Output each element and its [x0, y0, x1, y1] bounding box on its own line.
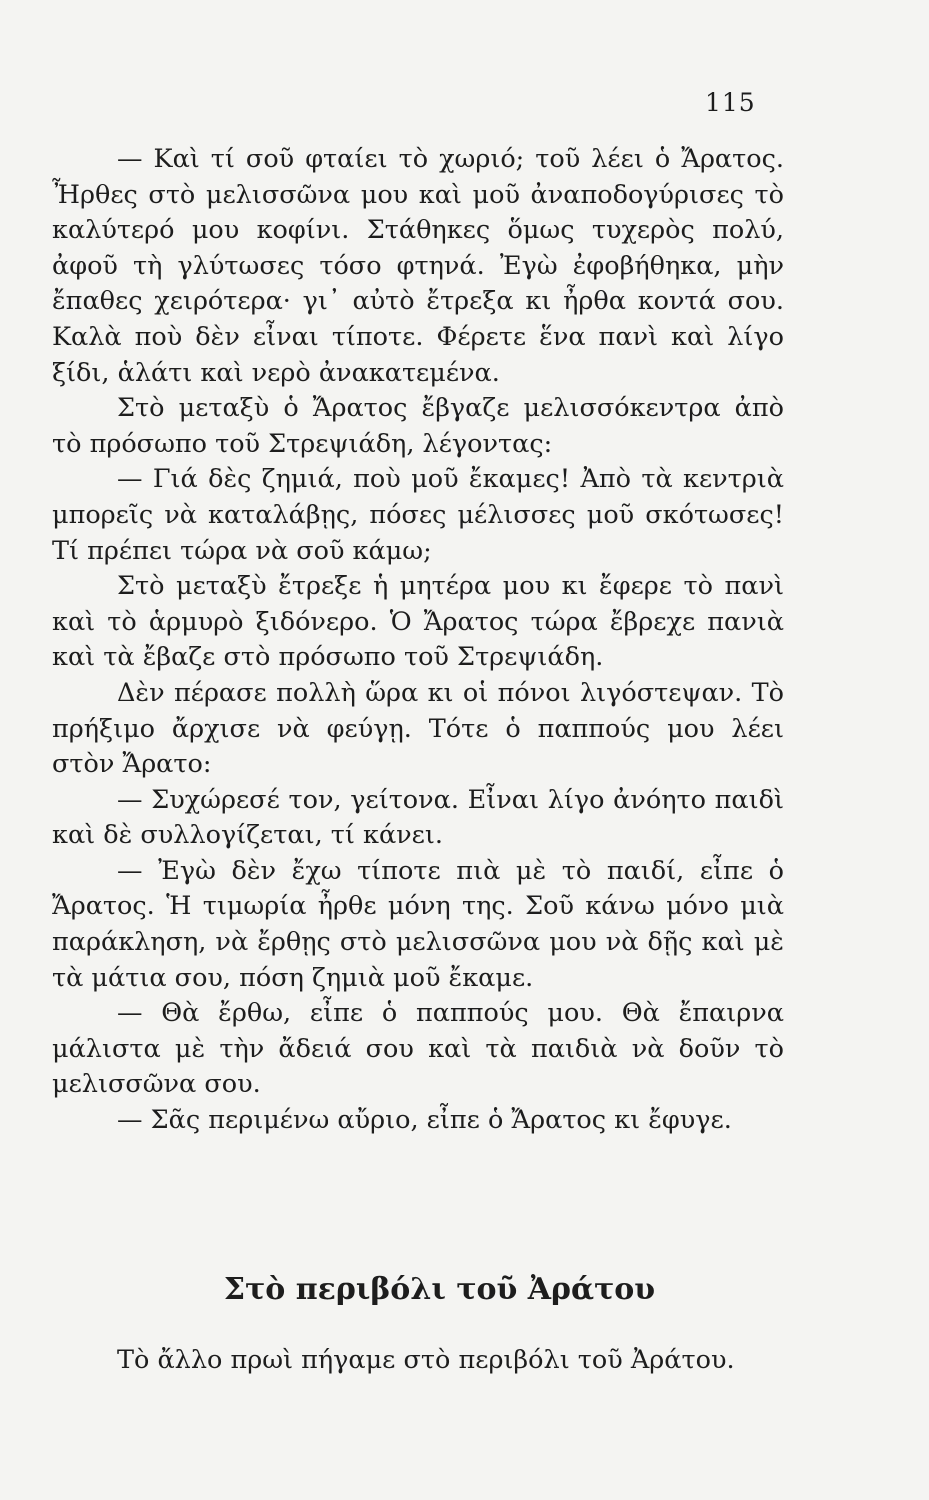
section-heading-text: Στὸ περιβόλι τοῦ Ἀράτου: [223, 1272, 656, 1307]
page-number: 115: [705, 88, 756, 117]
section-heading: [0, 1272, 929, 1307]
paragraph: — Συχώρεσέ τον, γείτονα. Εἶναι λίγο ἀνόητο παιδὶ καὶ δὲ συλλογίζεται, τί κάνει.: [52, 784, 784, 851]
paragraph: Στὸ μεταξὺ ὁ Ἄρατος ἔβγαζε μελισσόκεντρα ἀπὸ τὸ πρόσωπο τοῦ Στρεψιάδη, λέγοντας:: [52, 393, 784, 459]
paragraph: Στὸ μεταξὺ ἔτρεξε ἡ μητέρα μου κι ἔφερε τὸ πανὶ καὶ τὸ ἁρμυρὸ ξιδόνερο. Ὁ Ἄρατος τώρα ἔβρεχε πανιὰ καὶ τὰ ἔβαζε στὸ πρόσωπο τοῦ Στρεψιάδη.: [52, 571, 784, 673]
paragraph: Δὲν πέρασε πολλὴ ὥρα κι οἱ πόνοι λιγόστεψαν. Τὸ πρήξιμο ἄρχισε νὰ φεύγῃ. Τότε ὁ παππούς μου λέει στὸν Ἄρατο:: [52, 677, 784, 780]
paragraph: — Θὰ ἔρθω, εἶπε ὁ παππούς μου. Θὰ ἔπαιρνα μάλιστα μὲ τὴν ἄδειά σου καὶ τὰ παιδιὰ νὰ δοῦν τὸ μελισσῶνα σου.: [52, 998, 784, 1100]
paragraph: — Γιά δὲς ζημιά, ποὺ μοῦ ἔκαμες! Ἀπὸ τὰ κεντριὰ μπορεῖς νὰ καταλάβῃς, πόσες μέλισσες μοῦ σκότωσες! Τί πρέπει τώρα νὰ σοῦ κάμω;: [52, 464, 784, 566]
paragraph: — Σᾶς περιμένω αὔριο, εἶπε ὁ Ἄρατος κι ἔφυγε.: [117, 1105, 732, 1136]
body-text: [52, 142, 784, 1139]
paragraph: — Καὶ τί σοῦ φταίει τὸ χωριό; τοῦ λέει ὁ Ἄρατος. Ἦρθες στὸ μελισσῶνα μου καὶ μοῦ ἀναποδογύρισες τὸ καλύτερό μου κοφίνι. Στάθηκες ὅμως τυχερὸς πολύ, ἀφοῦ τὴ γλύτωσες τόσο φτηνά. Ἐγὼ ἐφοβήθηκα, μὴν ἔπαθες χειρότερα· γι᾽ αὐτὸ ἔτρεξα κι ἦρθα κοντά σου. Καλὰ ποὺ δὲν εἶναι τίποτε. Φέρετε ἕνα πανὶ καὶ λίγο ξίδι, ἁλάτι καὶ νερὸ ἀνακατεμένα.: [52, 144, 784, 388]
closing-paragraph: Τὸ ἄλλο πρωὶ πήγαμε στὸ περιβόλι τοῦ Ἀράτου.: [117, 1345, 735, 1375]
paragraph: — Ἐγὼ δὲν ἔχω τίποτε πιὰ μὲ τὸ παιδί, εἶπε ὁ Ἄρατος. Ἡ τιμωρία ἦρθε μόνη της. Σοῦ κάνω μόνο μιὰ παράκληση, νὰ ἔρθῃς στὸ μελισσῶνα μου νὰ δῇς καὶ μὲ τὰ μάτια σου, πόση ζημιὰ μοῦ ἔκαμε.: [52, 855, 784, 993]
